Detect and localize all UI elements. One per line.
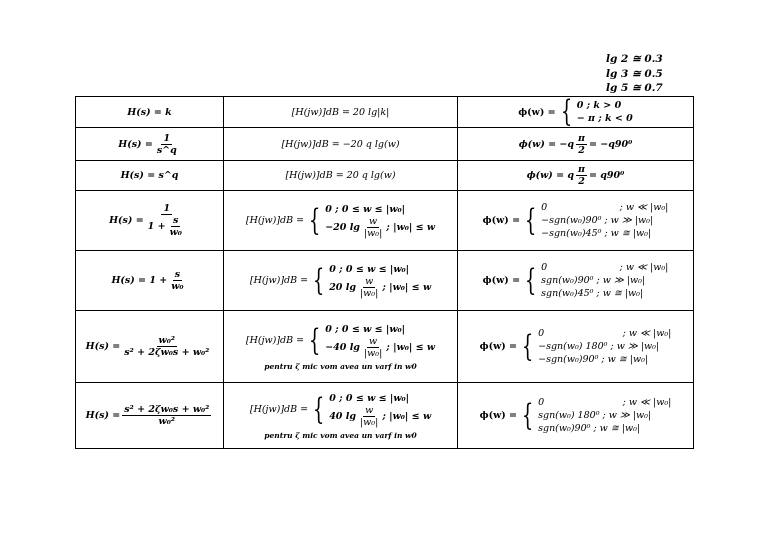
phase-lhs: ϕ(w) = <box>479 341 518 352</box>
magnitude-lhs: [H(jw)]dB = <box>245 335 305 346</box>
magnitude-cell <box>224 191 458 251</box>
left-brace: { <box>524 202 537 238</box>
magnitude-expression: [H(jw)]dB = −20 q lg(w) <box>281 138 400 150</box>
magnitude-case-1: 0 ; 0 ≤ w ≤ |w₀| <box>329 392 410 404</box>
phase-cell <box>458 251 694 311</box>
tf-inner-denominator: w₀ <box>169 227 182 238</box>
magnitude-case-2-post: ; |w₀| ≤ w <box>386 341 436 353</box>
phase-case: sgn(w₀) 180⁰ ; w ≫ |w₀| <box>538 410 652 421</box>
phase-numerator: π <box>578 132 585 144</box>
transfer-function: H(s) = s^q <box>120 170 179 181</box>
phase-case: sgn(w₀)90⁰ ; w ≫ |w₀| <box>541 275 646 286</box>
magnitude-cell <box>224 251 458 311</box>
transfer-function-cell <box>76 311 224 383</box>
left-brace: { <box>308 202 321 238</box>
magnitude-cell <box>224 97 458 128</box>
phase-case: − π ; k < 0 <box>576 113 633 124</box>
phase-case: 0 ; w ≪ |w₀| <box>541 262 669 273</box>
table-row <box>76 161 694 191</box>
phase-case: 0 ; w ≪ |w₀| <box>538 397 672 408</box>
magnitude-case-2-num: w <box>369 335 378 347</box>
magnitude-case-1: 0 ; 0 ≤ w ≤ |w₀| <box>329 263 410 275</box>
magnitude-cell <box>224 311 458 383</box>
phase-case: −sgn(w₀)45⁰ ; w ≅ |w₀| <box>541 228 652 239</box>
tf-denominator: s^q <box>156 144 177 156</box>
log-3: lg 3 ≅ 0.5 <box>606 67 663 80</box>
phase-denominator: 2 <box>578 176 585 187</box>
tf-denominator: w₀ <box>171 281 184 292</box>
tf-denominator: w₀² <box>158 416 176 427</box>
left-brace: { <box>312 262 325 298</box>
phase-case: 0 ; w ≪ |w₀| <box>538 328 672 339</box>
tf-numerator: 1 <box>163 132 171 144</box>
phase-case: −sgn(w₀)90⁰ ; w ≅ |w₀| <box>538 354 649 365</box>
magnitude-case-2-den: |w₀| <box>363 227 383 239</box>
phase-denominator: 2 <box>578 144 585 156</box>
phase-case: −sgn(w₀)90⁰ ; w ≫ |w₀| <box>541 215 654 226</box>
left-brace: { <box>521 328 534 364</box>
tf-inner-numerator: s <box>173 215 179 226</box>
magnitude-cell <box>224 383 458 449</box>
phase-lhs: ϕ(w) = <box>482 275 521 286</box>
magnitude-case-2-pre: 40 lg <box>329 410 356 422</box>
magnitude-lhs: [H(jw)]dB = <box>249 404 309 415</box>
tf-denominator-pre: 1 + <box>147 221 166 232</box>
phase-case: −sgn(w₀) 180⁰ ; w ≫ |w₀| <box>538 341 660 352</box>
magnitude-case-2-num: w <box>365 404 374 416</box>
phase-cell <box>458 383 694 449</box>
log-constants <box>606 52 676 96</box>
magnitude-cell <box>224 161 458 191</box>
transfer-function-cell <box>76 161 224 191</box>
log-5: lg 5 ≅ 0.7 <box>606 82 663 94</box>
tf-lhs: H(s) = <box>85 410 121 421</box>
phase-lhs: ϕ(w) = q <box>526 170 575 181</box>
tf-lhs: H(s) = <box>118 138 153 150</box>
tf-numerator: 1 <box>163 203 171 214</box>
left-brace: { <box>312 391 325 427</box>
phase-cell <box>458 128 694 161</box>
magnitude-case-2-pre: −20 lg <box>325 221 360 233</box>
magnitude-case-2-post: ; |w₀| ≤ w <box>386 221 436 233</box>
magnitude-case-2-post: ; |w₀| ≤ w <box>382 281 432 293</box>
magnitude-expression: [H(jw)]dB = 20 lg|k| <box>291 106 390 118</box>
log-2: lg 2 ≅ 0.3 <box>606 53 663 65</box>
magnitude-case-2-den: |w₀| <box>363 347 383 359</box>
phase-lhs: ϕ(w) = −q <box>518 138 575 150</box>
transfer-function-cell <box>76 128 224 161</box>
table-row <box>76 251 694 311</box>
magnitude-lhs: [H(jw)]dB = <box>245 215 305 226</box>
phase-cell <box>458 97 694 128</box>
left-brace: { <box>560 96 572 128</box>
magnitude-case-2-pre: 20 lg <box>329 281 356 293</box>
magnitude-case-2-num: w <box>369 215 378 227</box>
resonance-note: pentru ζ mic vom avea un varf in w0 <box>264 430 417 440</box>
left-brace: { <box>308 322 321 358</box>
tf-lhs: H(s) = 1 + <box>111 275 168 286</box>
magnitude-cell <box>224 128 458 161</box>
magnitude-case-2-den: |w₀| <box>359 287 379 299</box>
tf-denominator: s² + 2ζw₀s + w₀² <box>124 347 210 358</box>
transfer-function-cell <box>76 97 224 128</box>
table-row <box>76 97 694 128</box>
tf-numerator: s <box>174 269 181 280</box>
magnitude-case-2-post: ; |w₀| ≤ w <box>382 410 432 422</box>
transfer-function-cell <box>76 251 224 311</box>
phase-case: 0 ; w ≪ |w₀| <box>541 202 669 213</box>
phase-rhs: = q90⁰ <box>589 170 625 181</box>
left-brace: { <box>524 262 537 298</box>
tf-numerator: w₀² <box>158 335 176 346</box>
left-brace: { <box>521 397 534 433</box>
phase-rhs: = −q90⁰ <box>589 138 633 150</box>
transfer-function: H(s) = k <box>127 106 172 118</box>
magnitude-case-2-pre: −40 lg <box>325 341 360 353</box>
table-row <box>76 383 694 449</box>
table-row <box>76 311 694 383</box>
magnitude-case-1: 0 ; 0 ≤ w ≤ |w₀| <box>325 203 406 215</box>
transfer-function-cell <box>76 191 224 251</box>
phase-cell <box>458 161 694 191</box>
table-row <box>76 128 694 161</box>
phase-lhs: ϕ(w) = <box>518 106 556 118</box>
phase-cell <box>458 191 694 251</box>
phase-cell <box>458 311 694 383</box>
phase-lhs: ϕ(w) = <box>482 215 521 226</box>
phase-lhs: ϕ(w) = <box>479 410 518 421</box>
magnitude-lhs: [H(jw)]dB = <box>249 275 309 286</box>
tf-numerator: s² + 2ζw₀s + w₀² <box>124 404 210 415</box>
transfer-function-table <box>75 96 694 449</box>
magnitude-expression: [H(jw)]dB = 20 q lg(w) <box>285 170 396 181</box>
phase-case: sgn(w₀)45⁰ ; w ≅ |w₀| <box>541 288 644 299</box>
phase-numerator: π <box>578 164 585 175</box>
transfer-function-cell <box>76 383 224 449</box>
resonance-note: pentru ζ mic vom avea un varf in w0 <box>264 361 417 371</box>
table-row <box>76 191 694 251</box>
tf-lhs: H(s) = <box>109 215 144 226</box>
phase-case: sgn(w₀)90⁰ ; w ≅ |w₀| <box>538 423 641 434</box>
magnitude-case-1: 0 ; 0 ≤ w ≤ |w₀| <box>325 323 406 335</box>
phase-case: 0 ; k > 0 <box>576 100 622 111</box>
tf-lhs: H(s) = <box>85 341 121 352</box>
magnitude-case-2-den: |w₀| <box>359 416 379 428</box>
magnitude-case-2-num: w <box>365 275 374 287</box>
